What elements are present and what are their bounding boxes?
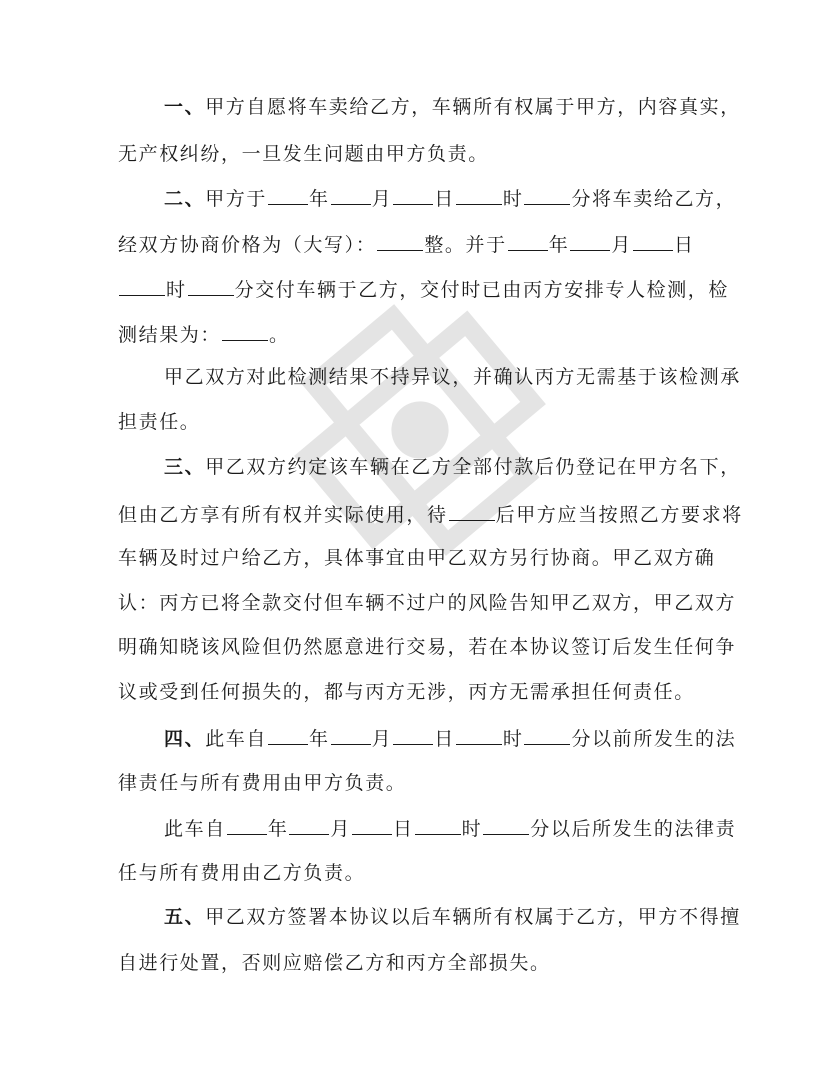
blank-hour[interactable] (415, 814, 461, 835)
segment: 测结果为： (118, 324, 222, 346)
p2-line-4 (118, 320, 290, 347)
p2-line-2 (118, 230, 695, 257)
line-text: 认：丙方已将全款交付但车辆不过户的风险告知甲乙双方，甲乙双方 (118, 592, 737, 614)
line-text: 自进行处置，否则应赔偿乙方和丙方全部损失。 (118, 952, 551, 974)
blank-minute[interactable] (524, 724, 570, 745)
blank-test-result[interactable] (222, 320, 268, 341)
segment: 时 (166, 279, 187, 301)
line-text: 甲乙双方约定该车辆在乙方全部付款后仍登记在甲方名下， (205, 456, 741, 478)
segment: 日 (434, 188, 455, 210)
segment: 月 (371, 188, 393, 210)
blank-day[interactable] (393, 184, 433, 205)
segment: 月 (371, 728, 393, 750)
line-text: 车辆及时过户给乙方，具体事宜由甲乙双方另行协商。甲乙双方确 (118, 547, 716, 569)
p7-line-1 (164, 904, 741, 931)
line-text: 任与所有费用由乙方负责。 (118, 862, 366, 884)
p4-line-1 (164, 454, 741, 481)
segment: 此车自 (164, 818, 226, 840)
line-text: 担责任。 (118, 411, 201, 433)
p3-line-2 (118, 409, 200, 436)
blank-month[interactable] (331, 724, 371, 745)
segment: 月 (330, 818, 352, 840)
p1-line-1 (164, 94, 741, 121)
segment: 经双方协商价格为（大写）： (118, 234, 377, 256)
p2-line-1 (164, 184, 736, 211)
segment: 分以后所发生的法律责 (530, 818, 737, 840)
blank-month[interactable] (289, 814, 329, 835)
p6-line-1 (164, 814, 736, 841)
blank-month[interactable] (570, 230, 610, 251)
p3-line-1 (164, 364, 741, 391)
segment: 分交付车辆于乙方，交付时已由丙方安排专人检测，检 (234, 279, 730, 301)
section-heading: 二、 (164, 188, 206, 210)
segment: 时 (461, 818, 483, 840)
blank-minute[interactable] (483, 814, 529, 835)
blank-year[interactable] (268, 724, 308, 745)
segment: 日 (434, 728, 455, 750)
p6-line-2 (118, 860, 365, 887)
section-heading: 四、 (164, 728, 206, 750)
line-text: 明确知晓该风险但仍然愿意进行交易，若在本协议签订后发生任何争 (118, 636, 737, 658)
segment: 甲方于 (205, 188, 268, 210)
p4-line-4 (118, 590, 736, 617)
segment: 月 (611, 234, 632, 256)
p2-line-3 (118, 275, 729, 302)
segment: 时 (502, 728, 524, 750)
section-heading: 一、 (164, 96, 206, 118)
blank-day[interactable] (393, 724, 433, 745)
p4-line-3 (118, 545, 715, 572)
blank-day[interactable] (633, 230, 673, 251)
blank-minute[interactable] (188, 275, 234, 296)
segment: 但由乙方享有所有权并实际使用，待 (118, 504, 448, 526)
segment: 年 (309, 728, 330, 750)
line-text: 甲乙双方对此检测结果不持异议，并确认丙方无需基于该检测承 (164, 366, 741, 388)
blank-condition[interactable] (449, 500, 495, 521)
blank-year[interactable] (508, 230, 548, 251)
segment: 分将车卖给乙方， (571, 188, 737, 210)
segment: 。 (269, 324, 290, 346)
blank-hour[interactable] (119, 275, 165, 296)
line-text: 律责任与所有费用由甲方负责。 (118, 772, 407, 794)
blank-price[interactable] (377, 230, 423, 251)
section-heading: 三、 (164, 456, 206, 478)
line-text: 甲方自愿将车卖给乙方，车辆所有权属于甲方，内容真实， (205, 96, 741, 118)
blank-day[interactable] (352, 814, 392, 835)
blank-hour[interactable] (456, 724, 502, 745)
blank-year[interactable] (227, 814, 267, 835)
blank-month[interactable] (331, 184, 371, 205)
line-text: 甲乙双方签署本协议以后车辆所有权属于乙方，甲方不得擅 (205, 906, 741, 928)
p7-line-2 (118, 950, 551, 977)
segment: 日 (673, 234, 695, 256)
p5-line-1 (164, 724, 736, 751)
segment: 时 (502, 188, 524, 210)
p5-line-2 (118, 770, 406, 797)
p4-line-5 (118, 634, 736, 661)
line-text: 议或受到任何损失的，都与丙方无涉，丙方无需承担任何责任。 (118, 681, 695, 703)
p4-line-2 (118, 500, 743, 527)
segment: 日 (393, 818, 414, 840)
segment: 此车自 (205, 728, 268, 750)
blank-minute[interactable] (524, 184, 570, 205)
segment: 整。并于 (424, 234, 507, 256)
blank-hour[interactable] (456, 184, 502, 205)
blank-year[interactable] (268, 184, 308, 205)
section-heading: 五、 (164, 906, 206, 928)
p4-line-6 (118, 679, 695, 706)
p1-line-2 (118, 141, 489, 168)
segment: 分以前所发生的法 (571, 728, 737, 750)
segment: 年 (267, 818, 289, 840)
segment: 后甲方应当按照乙方要求将 (495, 504, 743, 526)
segment: 年 (309, 188, 330, 210)
line-text: 无产权纠纷，一旦发生问题由甲方负责。 (118, 143, 489, 165)
segment: 年 (548, 234, 570, 256)
